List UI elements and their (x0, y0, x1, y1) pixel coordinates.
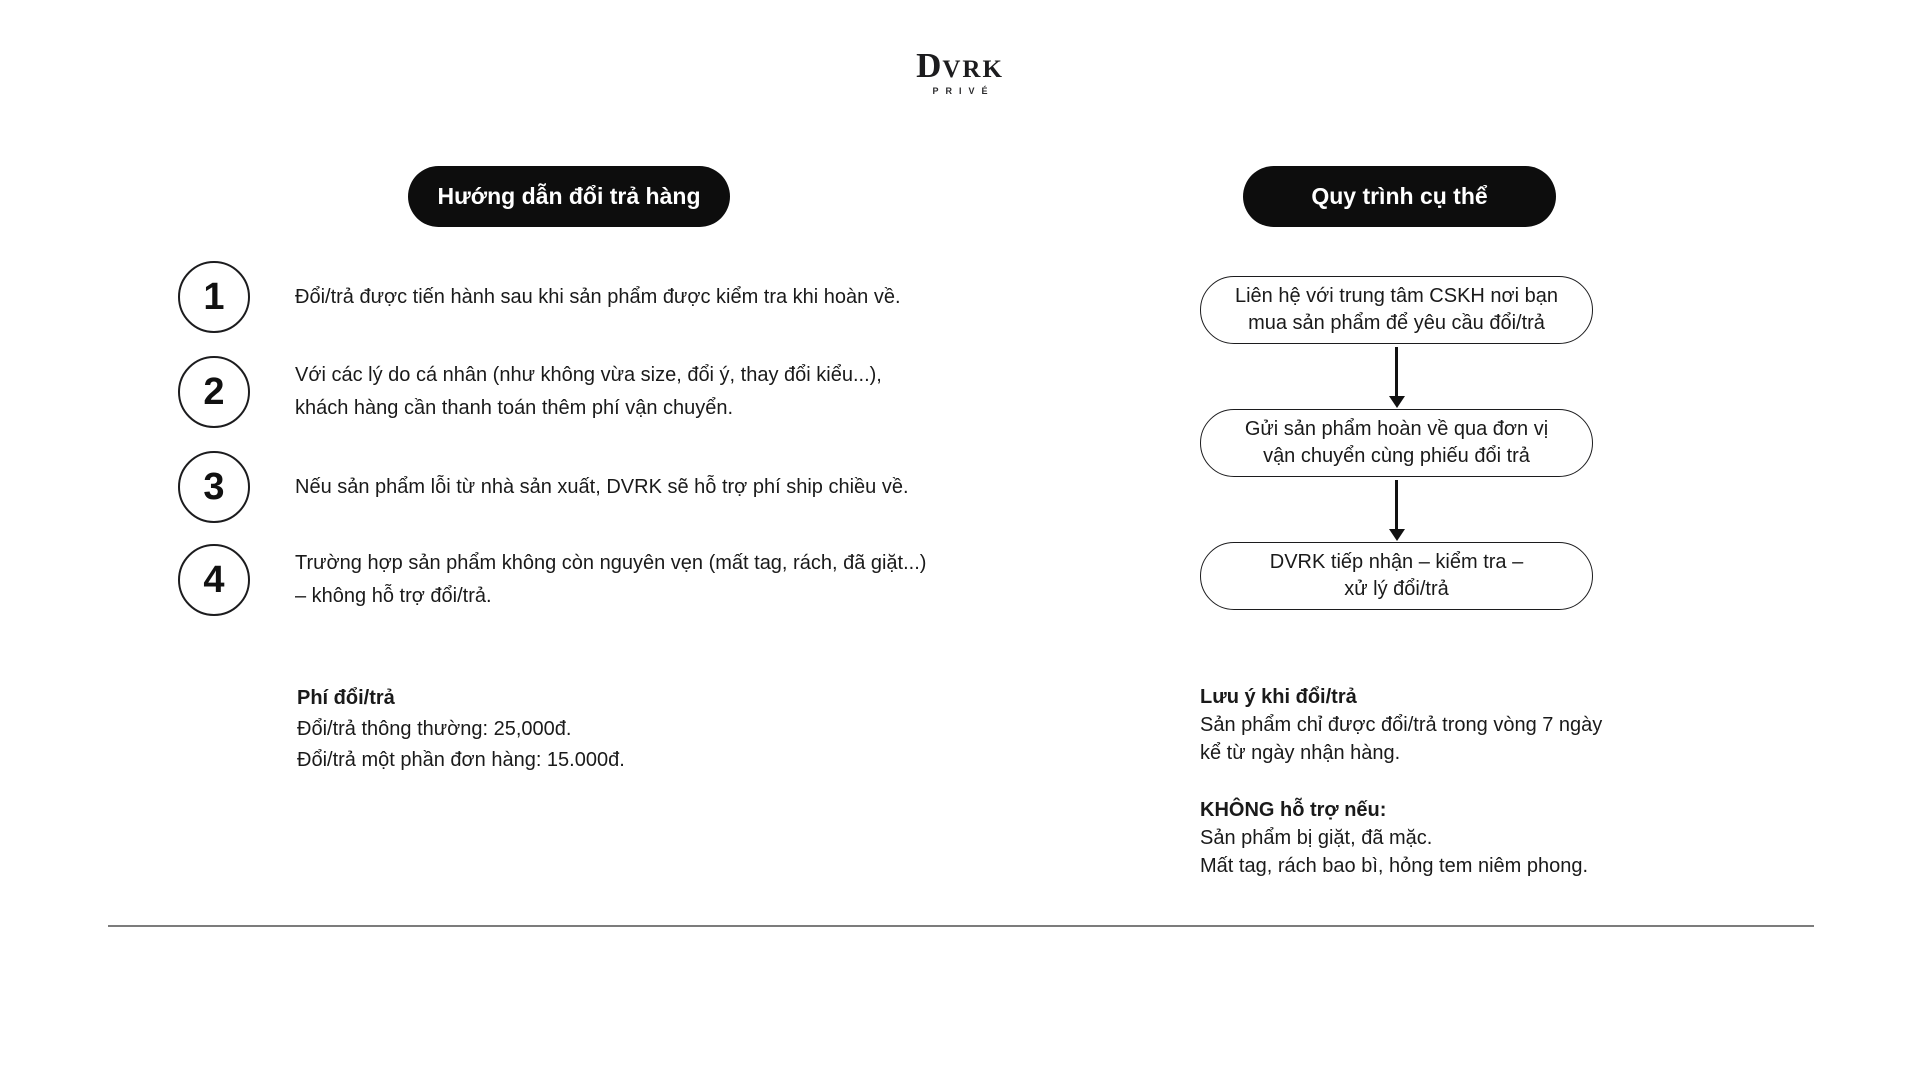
list-item-2 (178, 356, 882, 428)
list-item-text (295, 471, 909, 504)
note-title: Lưu ý khi đổi/trả (1200, 686, 1357, 708)
text-line: Mất tag, rách bao bì, hỏng tem niêm phong. (1200, 855, 1589, 877)
step-number: 4 (203, 558, 225, 601)
text-line: – không hỗ trợ đổi/trả. (295, 585, 492, 607)
text-line: kể từ ngày nhận hàng. (1200, 742, 1401, 764)
list-item-1 (178, 261, 901, 333)
bottom-divider (108, 925, 1814, 927)
text-line: Gửi sản phẩm hoàn về qua đơn vị (1244, 418, 1549, 440)
step-number-badge-4 (178, 544, 250, 616)
text-line: Sản phẩm chỉ được đổi/trả trong vòng 7 ngày (1200, 714, 1603, 736)
list-item-text (295, 281, 901, 314)
brand-logo-wordmark (0, 48, 1920, 83)
step-number: 2 (203, 370, 225, 413)
text-line: Với các lý do cá nhân (như không vừa size, đổi ý, thay đổi kiểu...), (295, 364, 882, 386)
arrow-down-icon (1395, 480, 1398, 530)
list-item-3 (178, 451, 909, 523)
step-number: 3 (203, 465, 225, 508)
note-title: KHÔNG hỗ trợ nếu: (1200, 799, 1387, 821)
text-line: Đổi/trả thông thường: 25,000đ. (297, 718, 572, 740)
note-block-exclusions (1200, 796, 1602, 880)
step-number: 1 (203, 275, 225, 318)
text-line: Nếu sản phẩm lỗi từ nhà sản xuất, DVRK sẽ hỗ trợ phí ship chiều về. (295, 475, 909, 498)
text-line: Trường hợp sản phẩm không còn nguyên vẹn (mất tag, rách, đã giặt...) (295, 552, 927, 574)
flow-step-2 (1200, 409, 1593, 477)
list-item-text (295, 359, 882, 425)
fees-note (297, 683, 625, 776)
logo-subtitle: PRIVÉ (932, 86, 995, 96)
brand-logo (0, 48, 1920, 96)
step-number-badge-1 (178, 261, 250, 333)
left-section-heading-pill: Hướng dẫn đổi trả hàng (408, 166, 730, 227)
flow-step-1 (1200, 276, 1593, 344)
text-line: mua sản phẩm để yêu cầu đổi/trả (1248, 312, 1545, 334)
step-number-badge-3 (178, 451, 250, 523)
fees-title: Phí đổi/trả (297, 687, 395, 709)
logo-initial: D (916, 46, 943, 85)
text-line: Đổi/trả một phần đơn hàng: 15.000đ. (297, 749, 625, 771)
text-line: khách hàng cần thanh toán thêm phí vận chuyển. (295, 397, 734, 419)
text-line: Sản phẩm bị giặt, đã mặc. (1200, 827, 1433, 849)
text-line: Đổi/trả được tiến hành sau khi sản phẩm được kiểm tra khi hoàn về. (295, 285, 901, 308)
text-line: xử lý đổi/trả (1344, 578, 1449, 600)
text-line: vận chuyển cùng phiếu đổi trả (1263, 445, 1530, 467)
flow-step-3 (1200, 542, 1593, 610)
step-number-badge-2 (178, 356, 250, 428)
text-line: Liên hệ với trung tâm CSKH nơi bạn (1234, 285, 1559, 307)
list-item-text (295, 547, 926, 613)
arrow-down-icon (1395, 347, 1398, 397)
return-notes (1200, 683, 1602, 880)
text-line: DVRK tiếp nhận – kiểm tra – (1269, 551, 1524, 573)
list-item-4 (178, 544, 926, 616)
right-section-heading-pill: Quy trình cụ thể (1243, 166, 1556, 227)
note-block-timing (1200, 683, 1602, 767)
logo-rest: VRK (942, 56, 1004, 83)
